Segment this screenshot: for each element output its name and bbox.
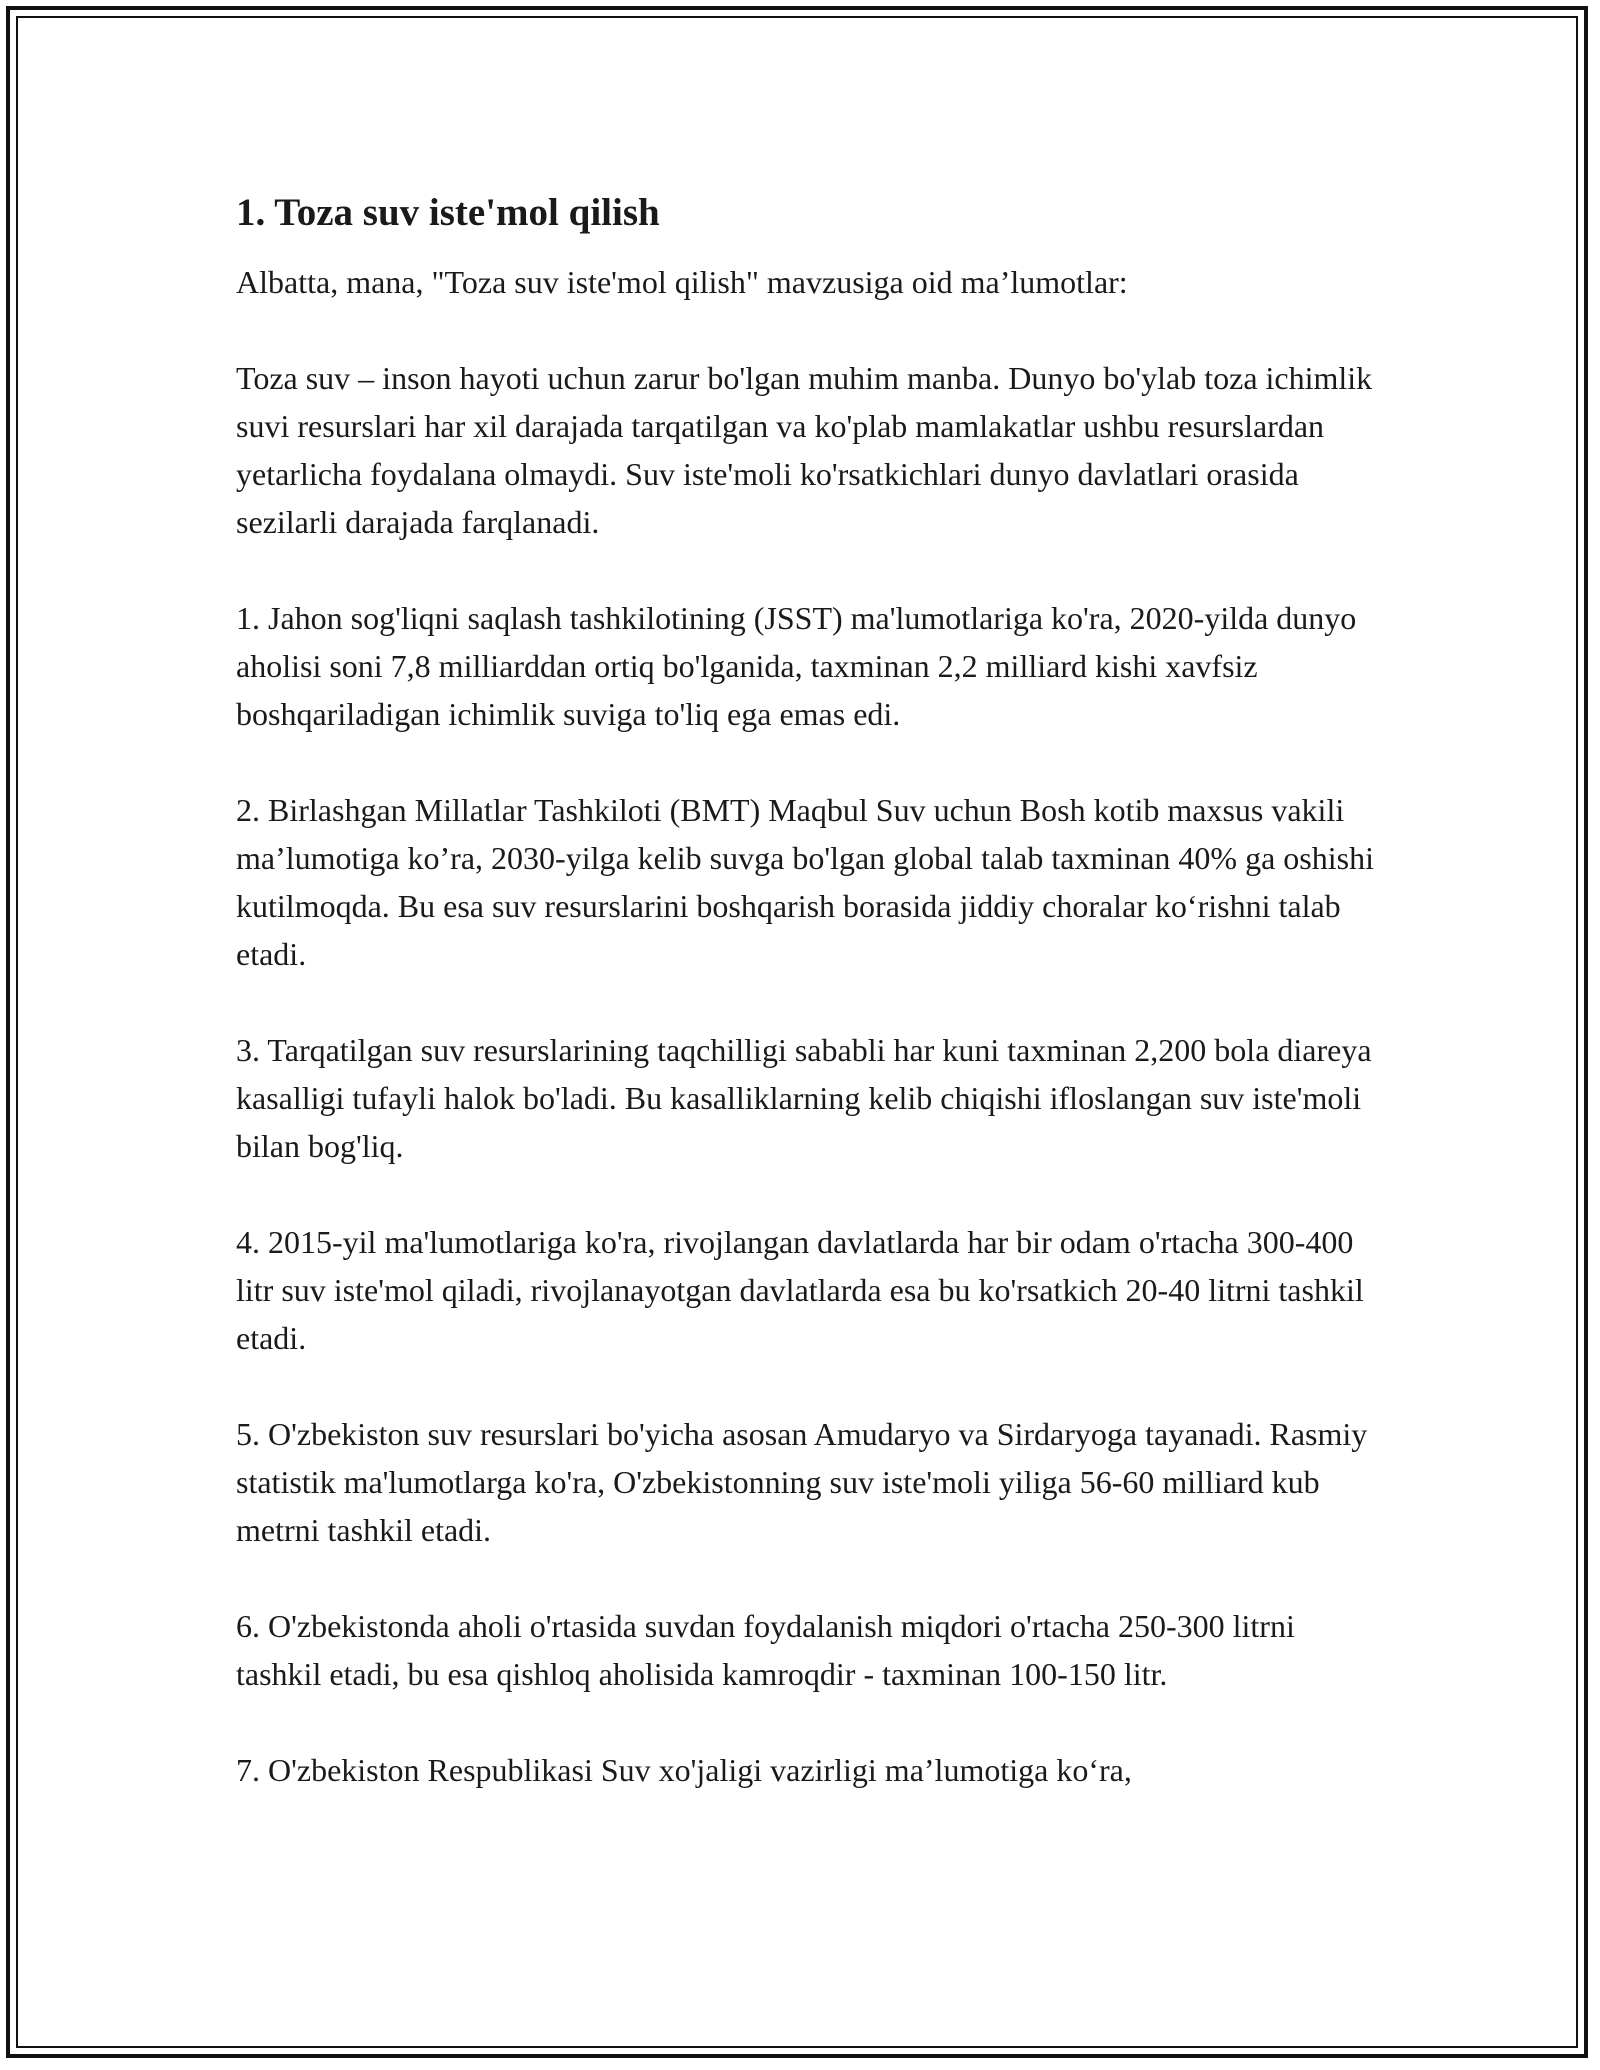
page-title: 1. Toza suv iste'mol qilish bbox=[236, 191, 660, 234]
list-item-3: 3. Tarqatilgan suv resurslarining taqchilligi sababli har kuni taxminan 2,200 bola diareya kasalligi tufayli halok bo'ladi. Bu kasalliklarning kelib chiqishi ifloslangan suv iste'moli bilan bog'liq. bbox=[236, 1032, 1372, 1164]
list-item-6: 6. O'zbekistonda aholi o'rtasida suvdan foydalanish miqdori o'rtacha 250-300 litrni tashkil etadi, bu esa qishloq aholisida kamroqdir - taxminan 100-150 litr. bbox=[236, 1608, 1295, 1692]
list-item-7: 7. O'zbekiston Respublikasi Suv xo'jaligi vazirligi ma’lumotiga ko‘ra, bbox=[236, 1752, 1132, 1788]
list-item-1: 1. Jahon sog'liqni saqlash tashkilotining (JSST) ma'lumotlariga ko'ra, 2020-yilda dunyo aholisi soni 7,8 milliarddan ortiq bo'lganida, taxminan 2,2 milliard kishi xavfsiz boshqariladigan ichimlik suviga to'liq ega emas edi. bbox=[236, 600, 1357, 732]
list-item-4: 4. 2015-yil ma'lumotlariga ko'ra, rivojlangan davlatlarda har bir odam o'rtacha 300-400 litr suv iste'mol qiladi, rivojlanayotgan davlatlarda esa bu ko'rsatkich 20-40 litrni tashkil etadi. bbox=[236, 1224, 1364, 1356]
list-item-5: 5. O'zbekiston suv resurslari bo'yicha asosan Amudaryo va Sirdaryoga tayanadi. Rasmiy statistik ma'lumotlarga ko'ra, O'zbekistonning suv iste'moli yiliga 56-60 milliard kub metrni tashkil etadi. bbox=[236, 1416, 1368, 1548]
list-item-2: 2. Birlashgan Millatlar Tashkiloti (BMT) Maqbul Suv uchun Bosh kotib maxsus vakili ma’lumotiga ko’ra, 2030-yilga kelib suvga bo'lgan global talab taxminan 40% ga oshishi kutilmoqda. Bu esa suv resurslarini boshqarish borasida jiddiy choralar ko‘rishni talab etadi. bbox=[236, 792, 1374, 972]
overview-paragraph: Toza suv – inson hayoti uchun zarur bo'lgan muhim manba. Dunyo bo'ylab toza ichimlik suvi resurslari har xil darajada tarqatilgan va ko'plab mamlakatlar ushbu resurslardan yetarlicha foydalana olmaydi. Suv iste'moli ko'rsatkichlari dunyo davlatlari orasida sezilarli darajada farqlanadi. bbox=[236, 360, 1373, 540]
intro-paragraph: Albatta, mana, "Toza suv iste'mol qilish" mavzusiga oid ma’lumotlar: bbox=[236, 264, 1128, 300]
document-body bbox=[236, 188, 1376, 1842]
